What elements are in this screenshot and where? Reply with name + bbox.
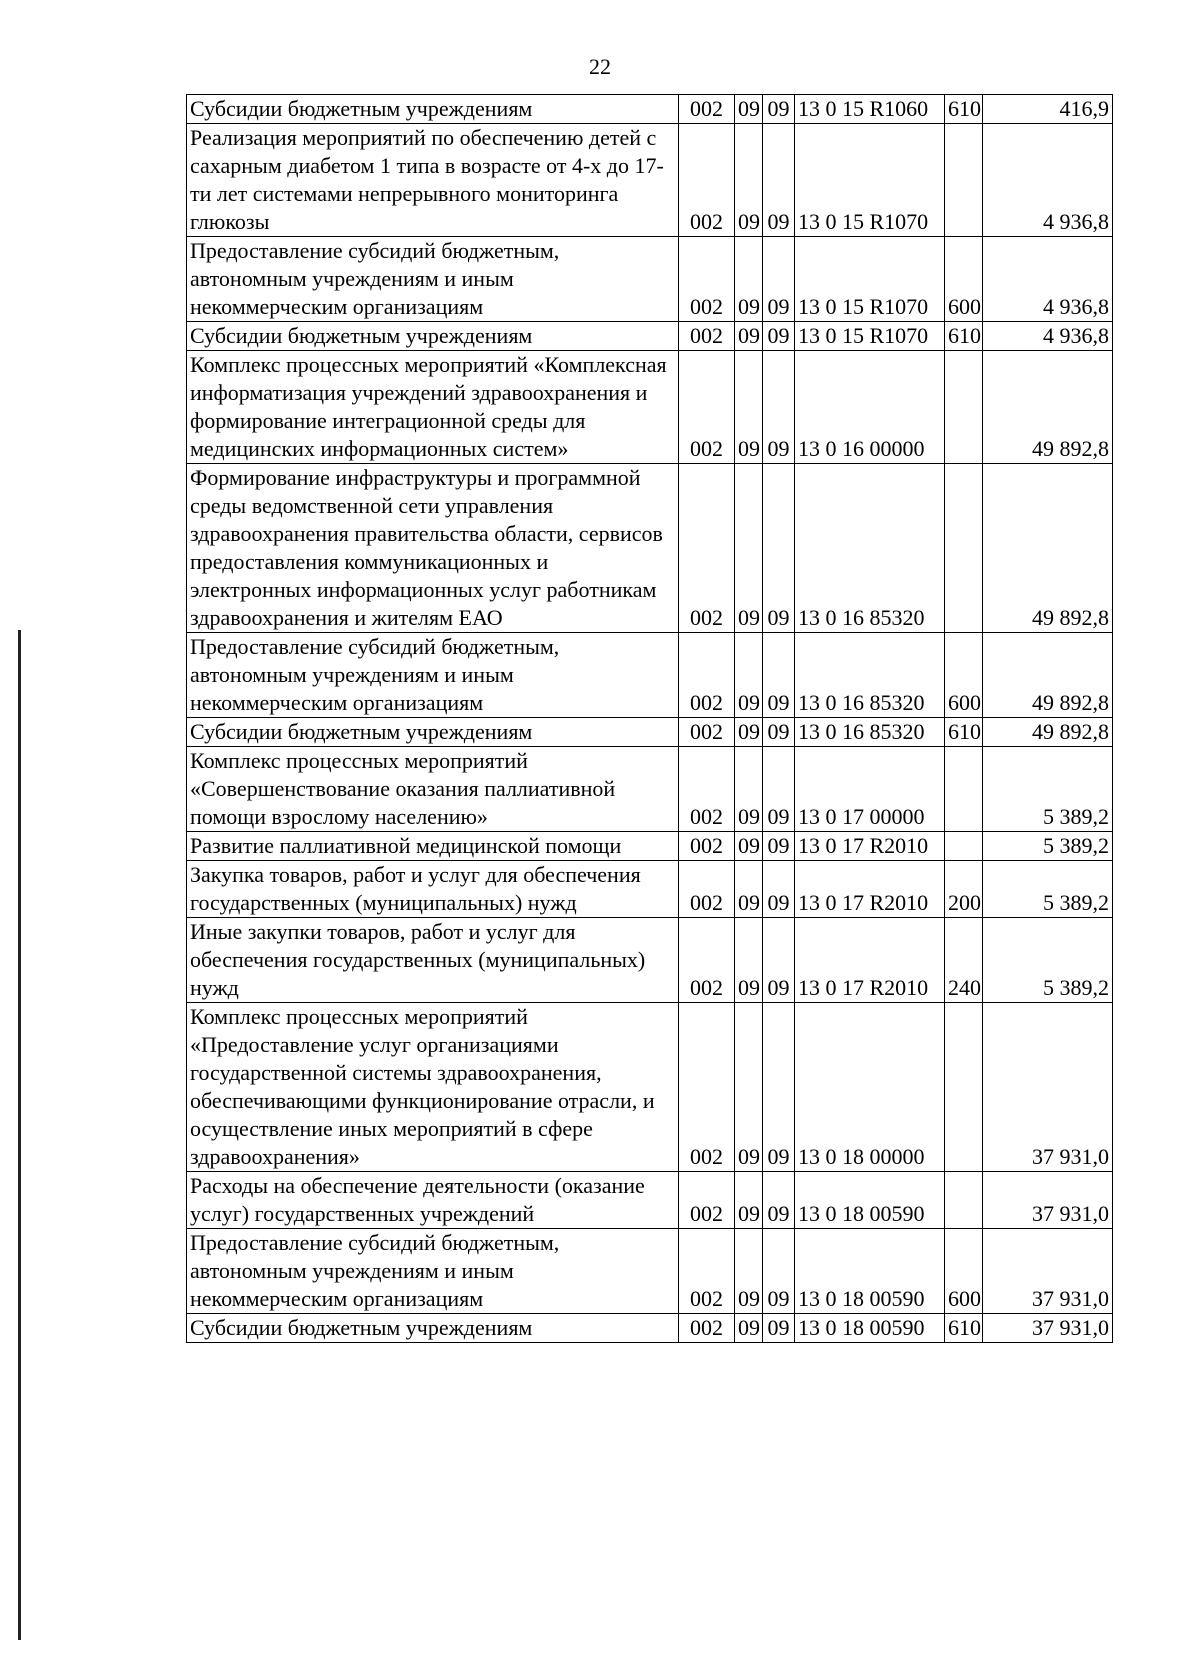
row-name: Закупка товаров, работ и услуг для обеспечения государственных (муниципальных) нужд bbox=[187, 861, 679, 918]
target-article-code: 13 0 16 85320 bbox=[795, 633, 945, 718]
subsection-code: 09 bbox=[763, 1172, 795, 1229]
subsection-code: 09 bbox=[763, 95, 795, 124]
expense-type-code: 610 bbox=[945, 1314, 983, 1343]
target-article-code: 13 0 17 R2010 bbox=[795, 832, 945, 861]
expense-type-code bbox=[945, 747, 983, 832]
target-article-code: 13 0 17 00000 bbox=[795, 747, 945, 832]
expense-type-code: 600 bbox=[945, 633, 983, 718]
amount-value: 4 936,8 bbox=[983, 322, 1113, 351]
target-article-code: 13 0 15 R1070 bbox=[795, 322, 945, 351]
amount-value: 37 931,0 bbox=[983, 1229, 1113, 1314]
subsection-code: 09 bbox=[763, 1229, 795, 1314]
row-name: Предоставление субсидий бюджетным, автономным учреждениям и иным некоммерческим организациям bbox=[187, 1229, 679, 1314]
row-name: Предоставление субсидий бюджетным, автономным учреждениям и иным некоммерческим организациям bbox=[187, 633, 679, 718]
table-row bbox=[187, 832, 1113, 861]
section-code: 09 bbox=[735, 322, 763, 351]
subsection-code: 09 bbox=[763, 918, 795, 1003]
department-code: 002 bbox=[679, 124, 735, 237]
department-code: 002 bbox=[679, 633, 735, 718]
target-article-code: 13 0 16 85320 bbox=[795, 718, 945, 747]
section-code: 09 bbox=[735, 832, 763, 861]
section-code: 09 bbox=[735, 124, 763, 237]
department-code: 002 bbox=[679, 237, 735, 322]
subsection-code: 09 bbox=[763, 1314, 795, 1343]
row-name: Субсидии бюджетным учреждениям bbox=[187, 718, 679, 747]
target-article-code: 13 0 18 00590 bbox=[795, 1229, 945, 1314]
section-code: 09 bbox=[735, 718, 763, 747]
table-row bbox=[187, 718, 1113, 747]
expense-type-code: 240 bbox=[945, 918, 983, 1003]
row-name: Комплекс процессных мероприятий «Комплексная информатизация учреждений здравоохранения и формирование интеграционной среды для медицинских информационных систем» bbox=[187, 351, 679, 464]
budget-table bbox=[186, 94, 1113, 1343]
page-number: 22 bbox=[589, 54, 611, 79]
amount-value: 4 936,8 bbox=[983, 237, 1113, 322]
department-code: 002 bbox=[679, 1172, 735, 1229]
amount-value: 49 892,8 bbox=[983, 464, 1113, 633]
table-row bbox=[187, 633, 1113, 718]
expense-type-code bbox=[945, 1003, 983, 1172]
row-name: Комплекс процессных мероприятий «Предоставление услуг организациями государственной системы здравоохранения, обеспечивающими функционирование отрасли, и осуществление иных мероприятий в сфере здравоохранения» bbox=[187, 1003, 679, 1172]
subsection-code: 09 bbox=[763, 747, 795, 832]
row-name: Субсидии бюджетным учреждениям bbox=[187, 95, 679, 124]
expense-type-code bbox=[945, 351, 983, 464]
table-row bbox=[187, 1229, 1113, 1314]
table-row bbox=[187, 464, 1113, 633]
target-article-code: 13 0 18 00590 bbox=[795, 1172, 945, 1229]
row-name: Развитие паллиативной медицинской помощи bbox=[187, 832, 679, 861]
department-code: 002 bbox=[679, 1229, 735, 1314]
subsection-code: 09 bbox=[763, 633, 795, 718]
section-code: 09 bbox=[735, 1314, 763, 1343]
amount-value: 5 389,2 bbox=[983, 861, 1113, 918]
section-code: 09 bbox=[735, 95, 763, 124]
section-code: 09 bbox=[735, 351, 763, 464]
row-name: Реализация мероприятий по обеспечению детей с сахарным диабетом 1 типа в возрасте от 4-х до 17-ти лет системами непрерывного мониторинга глюкозы bbox=[187, 124, 679, 237]
target-article-code: 13 0 17 R2010 bbox=[795, 861, 945, 918]
section-code: 09 bbox=[735, 633, 763, 718]
section-code: 09 bbox=[735, 1172, 763, 1229]
section-code: 09 bbox=[735, 861, 763, 918]
department-code: 002 bbox=[679, 747, 735, 832]
department-code: 002 bbox=[679, 718, 735, 747]
target-article-code: 13 0 15 R1070 bbox=[795, 237, 945, 322]
amount-value: 37 931,0 bbox=[983, 1172, 1113, 1229]
subsection-code: 09 bbox=[763, 832, 795, 861]
row-name: Комплекс процессных мероприятий «Совершенствование оказания паллиативной помощи взрослому населению» bbox=[187, 747, 679, 832]
department-code: 002 bbox=[679, 322, 735, 351]
expense-type-code bbox=[945, 124, 983, 237]
table-row bbox=[187, 747, 1113, 832]
amount-value: 416,9 bbox=[983, 95, 1113, 124]
expense-type-code: 610 bbox=[945, 718, 983, 747]
amount-value: 49 892,8 bbox=[983, 718, 1113, 747]
department-code: 002 bbox=[679, 1314, 735, 1343]
table-row bbox=[187, 1314, 1113, 1343]
amount-value: 5 389,2 bbox=[983, 918, 1113, 1003]
section-code: 09 bbox=[735, 1003, 763, 1172]
scan-edge-line bbox=[18, 630, 21, 1640]
department-code: 002 bbox=[679, 95, 735, 124]
target-article-code: 13 0 18 00000 bbox=[795, 1003, 945, 1172]
row-name: Формирование инфраструктуры и программной среды ведомственной сети управления здравоохранения правительства области, сервисов предоставления коммуникационных и электронных информационных услуг работникам здравоохранения и жителям ЕАО bbox=[187, 464, 679, 633]
table-row bbox=[187, 861, 1113, 918]
table-row bbox=[187, 322, 1113, 351]
subsection-code: 09 bbox=[763, 718, 795, 747]
amount-value: 37 931,0 bbox=[983, 1314, 1113, 1343]
expense-type-code bbox=[945, 464, 983, 633]
expense-type-code bbox=[945, 832, 983, 861]
row-name: Иные закупки товаров, работ и услуг для обеспечения государственных (муниципальных) нужд bbox=[187, 918, 679, 1003]
row-name: Субсидии бюджетным учреждениям bbox=[187, 322, 679, 351]
subsection-code: 09 bbox=[763, 322, 795, 351]
target-article-code: 13 0 16 85320 bbox=[795, 464, 945, 633]
amount-value: 4 936,8 bbox=[983, 124, 1113, 237]
subsection-code: 09 bbox=[763, 237, 795, 322]
expense-type-code: 610 bbox=[945, 322, 983, 351]
target-article-code: 13 0 17 R2010 bbox=[795, 918, 945, 1003]
table-row bbox=[187, 351, 1113, 464]
section-code: 09 bbox=[735, 464, 763, 633]
expense-type-code: 200 bbox=[945, 861, 983, 918]
row-name: Расходы на обеспечение деятельности (оказание услуг) государственных учреждений bbox=[187, 1172, 679, 1229]
department-code: 002 bbox=[679, 351, 735, 464]
table-row bbox=[187, 918, 1113, 1003]
target-article-code: 13 0 15 R1070 bbox=[795, 124, 945, 237]
section-code: 09 bbox=[735, 918, 763, 1003]
table-row bbox=[187, 95, 1113, 124]
table-row bbox=[187, 1003, 1113, 1172]
expense-type-code bbox=[945, 1172, 983, 1229]
expense-type-code: 600 bbox=[945, 1229, 983, 1314]
target-article-code: 13 0 18 00590 bbox=[795, 1314, 945, 1343]
table-row bbox=[187, 124, 1113, 237]
row-name: Предоставление субсидий бюджетным, автономным учреждениям и иным некоммерческим организациям bbox=[187, 237, 679, 322]
table-row bbox=[187, 1172, 1113, 1229]
department-code: 002 bbox=[679, 832, 735, 861]
subsection-code: 09 bbox=[763, 861, 795, 918]
section-code: 09 bbox=[735, 237, 763, 322]
department-code: 002 bbox=[679, 464, 735, 633]
expense-type-code: 600 bbox=[945, 237, 983, 322]
department-code: 002 bbox=[679, 1003, 735, 1172]
target-article-code: 13 0 15 R1060 bbox=[795, 95, 945, 124]
subsection-code: 09 bbox=[763, 1003, 795, 1172]
amount-value: 5 389,2 bbox=[983, 832, 1113, 861]
target-article-code: 13 0 16 00000 bbox=[795, 351, 945, 464]
section-code: 09 bbox=[735, 747, 763, 832]
amount-value: 5 389,2 bbox=[983, 747, 1113, 832]
amount-value: 49 892,8 bbox=[983, 633, 1113, 718]
department-code: 002 bbox=[679, 861, 735, 918]
table-row bbox=[187, 237, 1113, 322]
department-code: 002 bbox=[679, 918, 735, 1003]
subsection-code: 09 bbox=[763, 351, 795, 464]
section-code: 09 bbox=[735, 1229, 763, 1314]
subsection-code: 09 bbox=[763, 464, 795, 633]
amount-value: 37 931,0 bbox=[983, 1003, 1113, 1172]
amount-value: 49 892,8 bbox=[983, 351, 1113, 464]
row-name: Субсидии бюджетным учреждениям bbox=[187, 1314, 679, 1343]
expense-type-code: 610 bbox=[945, 95, 983, 124]
subsection-code: 09 bbox=[763, 124, 795, 237]
